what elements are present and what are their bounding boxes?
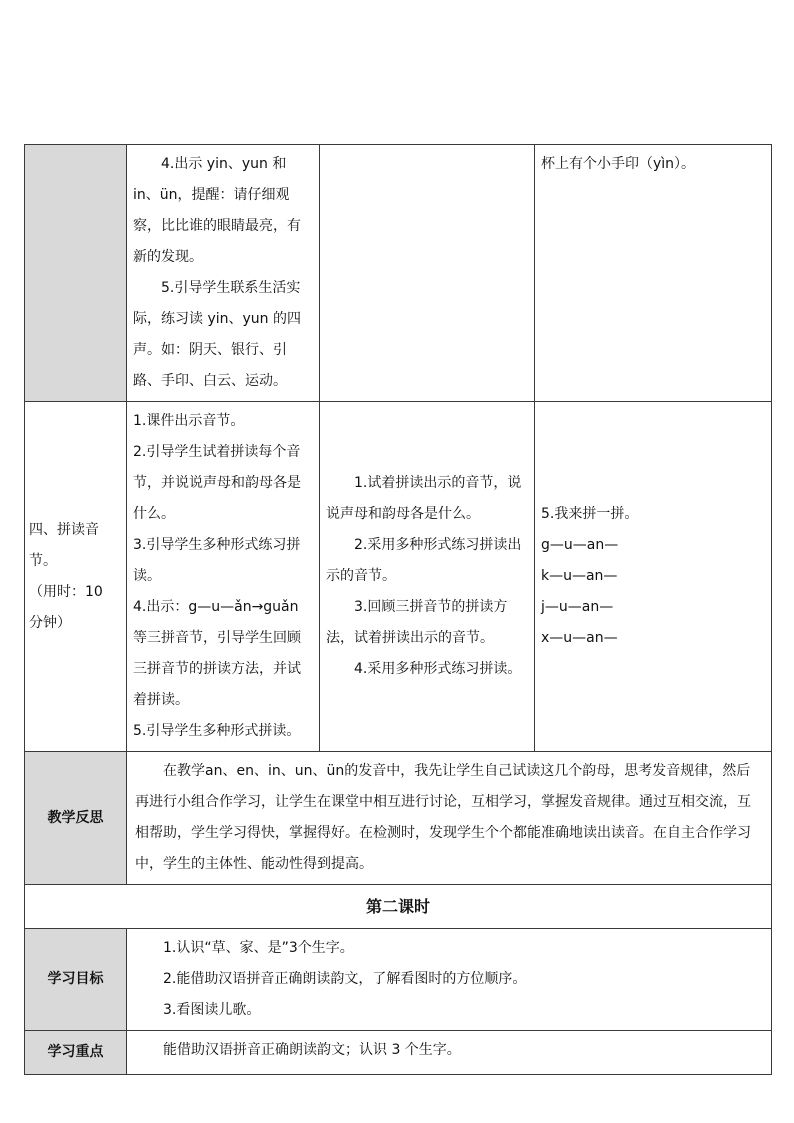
row2-design-syllable-j: j—u—an— [541,599,614,615]
goal-item-3: 3.看图读儿歌。 [163,1002,261,1018]
row1-teacher-cell [127,145,320,402]
focus-text: 能借助汉语拼音正确朗读韵文；认识 3 个生字。 [163,1042,461,1058]
row2-label-time: （用时：10 [29,583,103,600]
reflection-label: 教学反思 [25,752,127,885]
row2-design-syllable-k: k—u—an— [541,568,618,584]
row2-teacher-step-2: 2.引导学生试着拼读每个音节，并说说声母和韵母各是什么。 [133,444,301,522]
goal-item-1: 1.认识“草、家、是”3个生字。 [163,940,354,956]
row2-teacher-step-4: 4.出示：g—u—ǎn→guǎn 等三拼音节，引导学生回顾三拼音节的拼读方法，并试着拼读。 [133,599,301,708]
row2-teacher-step-5: 5.引导学生多种形式拼读。 [133,723,301,739]
lesson-plan-table [24,144,772,1075]
row2-label-minutes: 分钟） [29,614,71,631]
row2-teacher-step-1: 1.课件出示音节。 [133,413,245,429]
section-row [25,885,772,929]
row2-teacher-step-3: 3.引导学生多种形式练习拼读。 [133,537,301,584]
row2-student-step-3: 3.回顾三拼音节的拼读方法，试着拼读出示的音节。 [326,599,508,646]
reflection-row [25,752,772,885]
row2-label-title: 四、拼读音节。 [29,521,99,569]
row2-student-step-2: 2.采用多种形式练习拼读出示的音节。 [326,537,522,584]
goal-item-2: 2.能借助汉语拼音正确朗读韵文，了解看图时的方位顺序。 [163,971,527,987]
section-cell [25,885,772,929]
row2-design-syllable-g: g—u—an— [541,537,619,553]
row1-design-text: 杯上有个小手印（yìn）。 [541,156,696,172]
focus-row [25,1031,772,1075]
row2-design-title: 5.我来拼一拼。 [541,506,639,522]
goals-cell [127,929,772,1031]
focus-cell [127,1031,772,1075]
row2-label-cell [25,402,127,752]
goals-label: 学习目标 [25,929,127,1031]
row1-teacher-step-5: 5.引导学生联系生活实际，练习读 yin、yun 的四声。如：阴天、银行、引路、手印、白云、运动。 [133,280,301,389]
goals-row [25,929,772,1031]
row2-design-cell [535,402,772,752]
row2-design-syllable-x: x—u—an— [541,630,618,646]
row2-teacher-cell [127,402,320,752]
activity-row-2 [25,402,772,752]
activity-row-1 [25,145,772,402]
row1-teacher-step-4: 4.出示 yin、yun 和 in、ün，提醒：请仔细观察，比比谁的眼睛最亮，有新的发现。 [133,156,301,265]
row1-design-cell [535,145,772,402]
row1-student-cell [320,145,535,402]
row2-student-step-4: 4.采用多种形式练习拼读。 [354,661,522,677]
reflection-cell [127,752,772,885]
row2-student-cell [320,402,535,752]
focus-label: 学习重点 [25,1031,127,1075]
row2-student-step-1: 1.试着拼读出示的音节，说说声母和韵母各是什么。 [326,475,522,522]
row1-label-cell [25,145,127,402]
reflection-text: 在教学an、en、in、un、ün的发音中，我先让学生自己试读这几个韵母，思考发音规律，然后再进行小组合作学习，让学生在课堂中相互进行讨论，互相学习，掌握发音规律。通过互相交流，互相帮助，学生学习得快，掌握得好。在检测时，发现学生个个都能准确地读出读音。在自主合作学习中，学生的主体性、能动性得到提高。 [135,763,751,872]
section-title: 第二课时 [365,896,430,916]
